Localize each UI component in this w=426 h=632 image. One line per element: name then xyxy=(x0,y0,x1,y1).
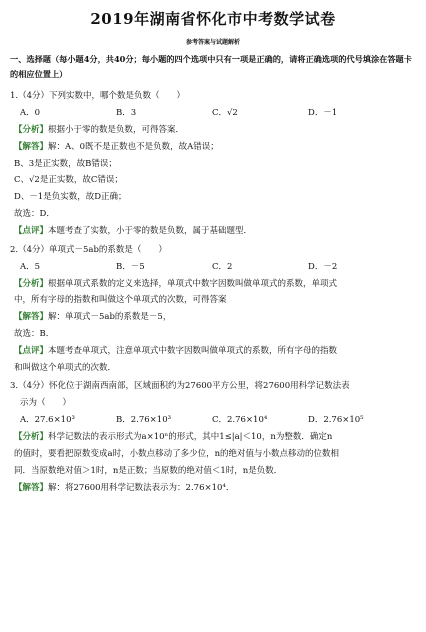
comment-text: 本题考查单项式，注意单项式中数字因数叫做单项式的系数，所有字母的指数 xyxy=(48,345,338,356)
choice-c: C．√2 xyxy=(212,108,238,118)
choice-d: D．2.76×10⁵ xyxy=(308,415,364,426)
question-1-stem: 1.（4分）下列实数中，哪个数是负数（ ） xyxy=(10,91,186,101)
q1-answer-line: C、√2是正实数，故C错误； xyxy=(14,175,123,186)
choice-c: C．2.76×10⁴ xyxy=(212,415,268,426)
q2-comment xyxy=(14,343,416,360)
analysis-text: 根据小于零的数是负数，可得答案． xyxy=(48,125,185,135)
analysis-tag: 【分析】 xyxy=(14,432,49,443)
comment-text: 本题考查了实数，小于零的数是负数，属于基础题型． xyxy=(48,225,253,236)
q2-answer-line: 故选：B． xyxy=(14,328,55,339)
answer-tag: 【解答】 xyxy=(14,141,49,152)
question-3-stem: 3.（4分）怀化位于湖南西南部，区域面积约为27600平方公里，将27600用科学记数法表 xyxy=(10,381,350,392)
q1-answer xyxy=(14,139,416,156)
analysis-tag: 【分析】 xyxy=(14,278,49,289)
choice-b: B．－5 xyxy=(116,261,145,272)
q1-answer-line: B、3是正实数，故B错误； xyxy=(14,158,117,169)
question-2-choices xyxy=(20,259,416,276)
q2-analysis xyxy=(14,276,416,293)
choice-d: D．－2 xyxy=(308,261,338,272)
section-heading: 一、选择题（每小题4分，共40分；每小题的四个选项中只有一项是正确的，请将正确选项的代号填涂在答题卡的相应位置上） xyxy=(10,54,412,79)
q2-answer xyxy=(14,309,416,326)
question-2-stem: 2.（4分）单项式－5ab的系数是（ ） xyxy=(10,244,167,255)
analysis-text: 科学记数法的表示形式为a×10ⁿ的形式，其中1≤|a|＜10，n为整数．确定n xyxy=(48,432,333,443)
choice-b: B．3 xyxy=(116,108,137,118)
comment-tag: 【点评】 xyxy=(14,225,49,236)
comment-tag: 【点评】 xyxy=(14,345,49,356)
q1-answer-line: D、－1是负实数，故D正确； xyxy=(14,192,127,203)
choice-a: A．0 xyxy=(20,108,41,118)
choice-d: D．－1 xyxy=(308,108,338,118)
q3-answer xyxy=(14,480,416,497)
page-title: 2019年湖南省怀化市中考数学试卷 xyxy=(90,10,336,28)
question-3-stem-cont: 示为（ ） xyxy=(20,398,72,409)
q3-analysis-line: 同．当原数绝对值＞1时，n是正数；当原数的绝对值＜1时，n是负数． xyxy=(14,465,283,476)
page-subtitle: 参考答案与试题解析 xyxy=(185,39,240,46)
question-1-choices xyxy=(20,105,416,122)
choice-c: C．2 xyxy=(212,261,233,272)
q2-analysis-line: 中，所有字母的指数和叫做这个单项式的次数，可得答案 xyxy=(14,295,227,306)
question-3-choices xyxy=(20,412,416,429)
choice-a: A．5 xyxy=(20,261,41,272)
choice-a: A．27.6×10³ xyxy=(20,415,75,426)
choice-b: B．2.76×10³ xyxy=(116,415,172,426)
analysis-text: 根据单项式系数的定义来选择，单项式中数字因数叫做单项式的系数，单项式 xyxy=(48,278,338,289)
q1-analysis xyxy=(14,122,416,139)
answer-text: 解：单项式－5ab的系数是－5， xyxy=(48,312,172,323)
answer-tag: 【解答】 xyxy=(14,312,49,323)
q1-answer-line: 故选：D． xyxy=(14,208,55,219)
answer-text: 解：将27600用科学记数法表示为：2.76×10⁴． xyxy=(48,482,235,493)
q3-analysis-line: 的值时，要看把原数变成a时，小数点移动了多少位，n的绝对值与小数点移动的位数相 xyxy=(14,449,340,460)
answer-text: 解：A、0既不是正数也不是负数，故A错误； xyxy=(48,141,219,152)
q1-comment xyxy=(14,223,416,240)
analysis-tag: 【分析】 xyxy=(14,125,49,135)
q2-comment-line: 和叫做这个单项式的次数． xyxy=(14,362,117,373)
q3-analysis xyxy=(14,429,416,446)
answer-tag: 【解答】 xyxy=(14,482,49,493)
